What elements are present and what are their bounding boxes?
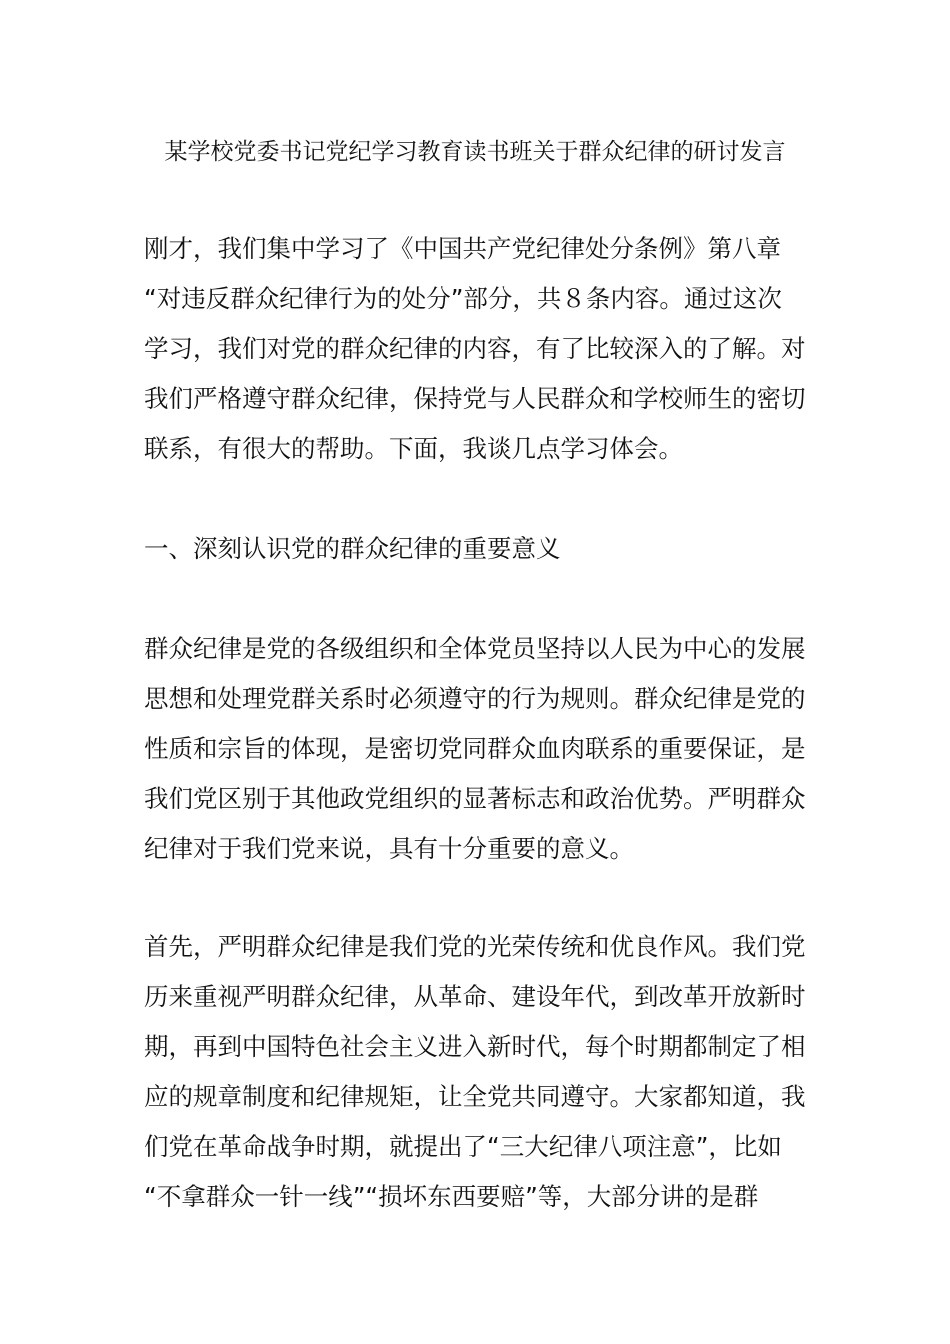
paragraph-line: 应的规章制度和纪律规矩，让全党共同遵守。大家都知道，我: [144, 1082, 806, 1111]
section-heading-1: [144, 524, 809, 574]
paragraph-line: 我们严格遵守群众纪律，保持党与人民群众和学校师生的密切: [144, 384, 806, 413]
paragraph-line: 学习，我们对党的群众纪律的内容，有了比较深入的了解。对: [144, 334, 806, 363]
paragraph-line: 思想和处理党群关系时必须遵守的行为规则。群众纪律是党的: [144, 684, 806, 713]
paragraph-tradition: [144, 922, 809, 1222]
paragraph-line: 性质和宗旨的体现，是密切党同群众血肉联系的重要保证，是: [144, 734, 806, 763]
paragraph-line: “对违反群众纪律行为的处分”部分，共８条内容。通过这次: [144, 284, 782, 313]
paragraph-significance: [144, 624, 809, 874]
paragraph-line: 们党在革命战争时期，就提出了“三大纪律八项注意”，比如: [144, 1132, 782, 1161]
paragraph-line: 刚才，我们集中学习了《中国共产党纪律处分条例》第八章: [144, 234, 781, 263]
paragraph-line: 首先，严明群众纪律是我们党的光荣传统和优良作风。我们党: [144, 932, 806, 961]
paragraph-line: 历来重视严明群众纪律，从革命、建设年代，到改革开放新时: [144, 982, 806, 1011]
document-title: 某学校党委书记党纪学习教育读书班关于群众纪律的研讨发言: [164, 139, 786, 165]
paragraph-line: “不拿群众一针一线”“损坏东西要赔”等，大部分讲的是群: [144, 1182, 759, 1211]
paragraph-line: 群众纪律是党的各级组织和全体党员坚持以人民为中心的发展: [144, 634, 806, 663]
paragraph-line: 联系，有很大的帮助。下面，我谈几点学习体会。: [144, 434, 683, 463]
section-heading-text: 一、深刻认识党的群众纪律的重要意义: [144, 534, 561, 563]
paragraph-line: 我们党区别于其他政党组织的显著标志和政治优势。严明群众: [144, 784, 806, 813]
paragraph-intro: [144, 224, 809, 474]
paragraph-line: 期，再到中国特色社会主义进入新时代，每个时期都制定了相: [144, 1032, 806, 1061]
paragraph-line: 纪律对于我们党来说，具有十分重要的意义。: [144, 834, 634, 863]
